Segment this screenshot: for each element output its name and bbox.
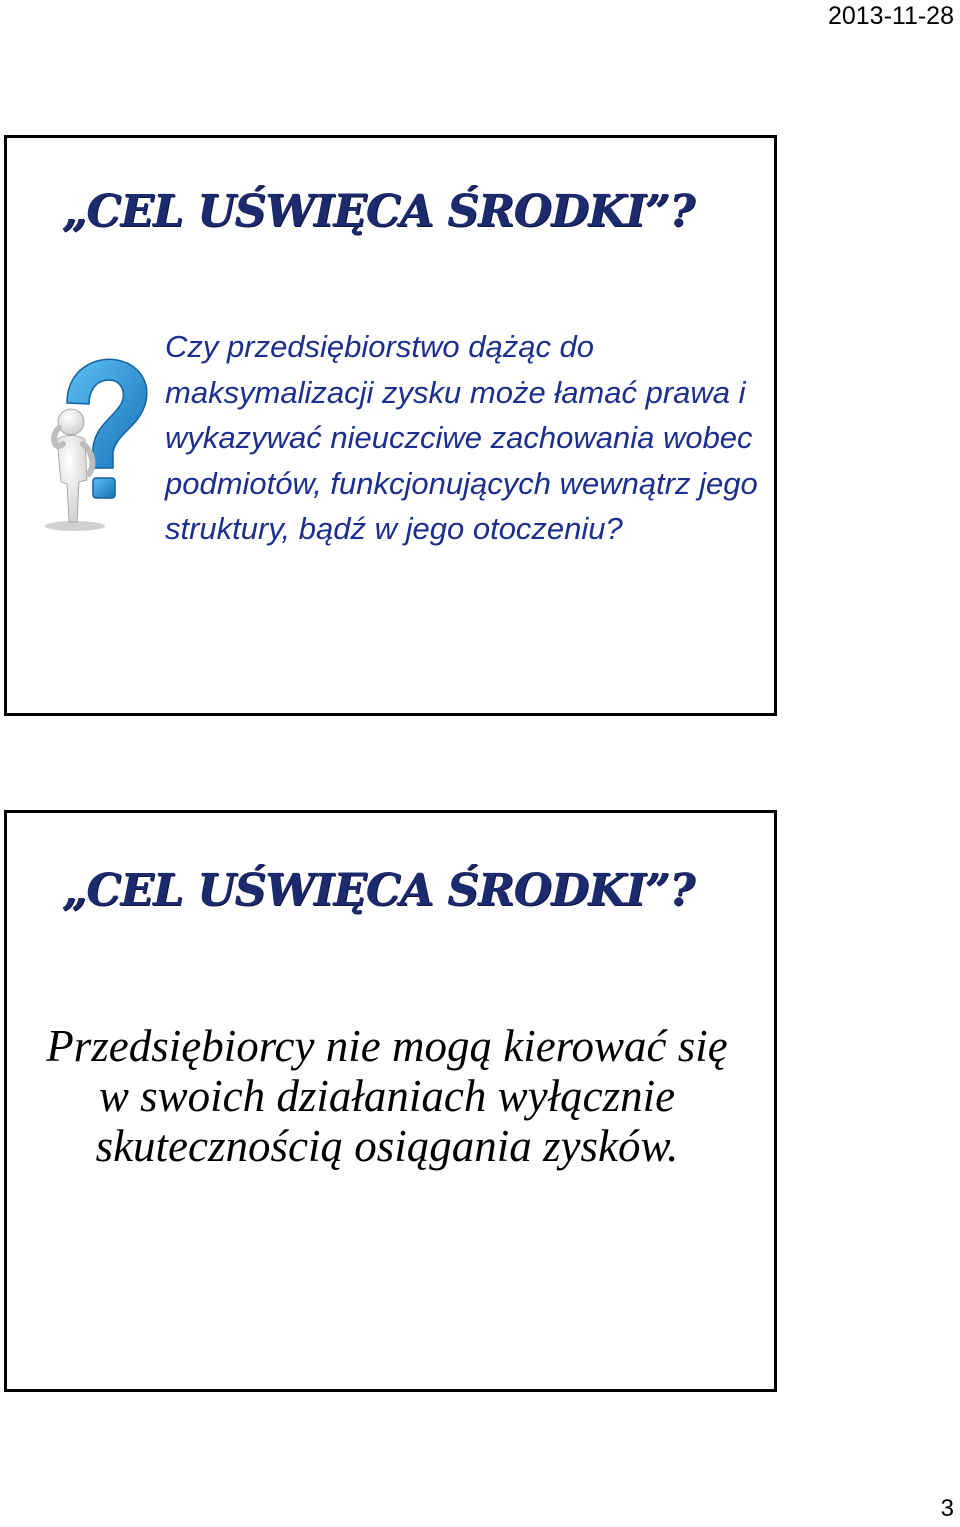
slide-body-text: Czy przedsiębiorstwo dążąc do maksymalizacji zysku może łamać prawa i wykazywać nieuczciwe zachowania wobec podmiotów, funkcjonujących wewnątrz jego struktury, bądź w jego otoczeniu? [165, 329, 758, 546]
question-mark-thinker-icon [37, 348, 157, 533]
slide-title: „CEL UŚWIĘCA ŚRODKI”? [62, 865, 695, 916]
slide-body-text: Przedsiębiorcy nie mogą kierować się w swoich działaniach wyłącznie skutecznością osiągania zysków. [46, 1021, 728, 1171]
slide-2 [4, 810, 777, 1392]
page-number: 3 [940, 1495, 954, 1522]
slide-title: „CEL UŚWIĘCA ŚRODKI”? [62, 186, 695, 237]
header-date: 2013-11-28 [827, 2, 954, 30]
slide-1 [4, 135, 777, 716]
